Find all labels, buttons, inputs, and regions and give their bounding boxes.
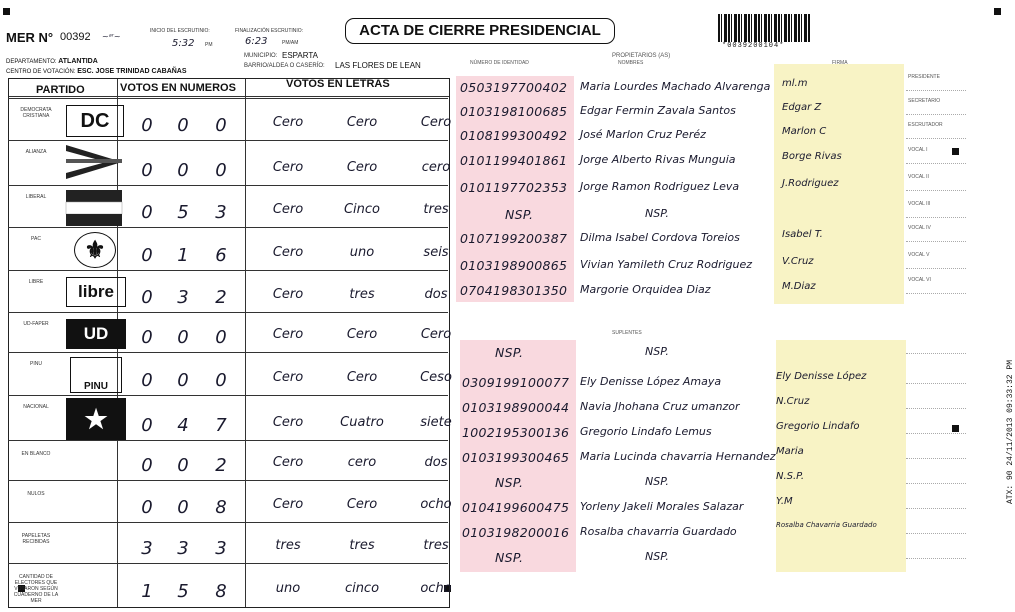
party-label: DEMOCRATA CRISTIANA (20, 107, 52, 119)
vote-digit: 2 (215, 455, 227, 476)
role-line (906, 383, 966, 384)
role-line (906, 483, 966, 484)
member-name: NSP. (645, 207, 669, 220)
barrio-label: BARRIO/ALDEA O CASERÍO: (244, 63, 325, 69)
vote-digit: 3 (177, 538, 189, 559)
departamento-label: DEPARTAMENTO: (6, 59, 57, 65)
propietarios-label: PROPIETARIOS (AS) (612, 53, 671, 59)
member-signature: J.Rodriguez (782, 178, 839, 189)
table-row (8, 395, 452, 441)
party-label: ALIANZA (25, 149, 47, 155)
member-name: Yorleny Jakeli Morales Salazar (580, 500, 744, 513)
vote-digit: 5 (177, 581, 189, 602)
id-number: 0503197700402 (460, 80, 568, 95)
id-number: NSP. (495, 550, 524, 565)
member-name: Maria Lucinda chavarria Hernandez (580, 450, 776, 463)
party-emblem-dc: DC (66, 105, 124, 137)
vote-word: Cero (272, 327, 304, 342)
scan-timestamp: ATX: 90 24/11/2013 09:33:32 PM (1006, 360, 1015, 505)
table-row (8, 480, 452, 523)
vote-digit: 0 (141, 115, 153, 136)
vote-digit: 1 (141, 581, 153, 602)
vote-digit: 0 (215, 370, 227, 391)
vote-word: Cero (272, 370, 304, 385)
inicio-pm: PM (205, 42, 213, 48)
firma-label: FIRMA (832, 60, 848, 66)
col-votos-numeros: VOTOS EN NUMEROS (120, 82, 236, 94)
col-votos-letras: VOTOS EN LETRAS (286, 78, 390, 90)
vote-digit: 8 (215, 497, 227, 518)
id-number: 0101197702353 (460, 180, 568, 195)
vote-digit: 7 (215, 415, 227, 436)
final-label: FINALIZACIÓN ESCRUTINIO: (235, 28, 304, 34)
party-label: LIBRE (28, 279, 44, 285)
mer-label: MER N° (6, 30, 54, 45)
party-label: NACIONAL (23, 404, 49, 410)
member-role: VOCAL II (908, 174, 929, 180)
id-number: NSP. (495, 345, 524, 360)
vote-word: Cero (346, 327, 378, 342)
member-signature: N.S.P. (776, 471, 805, 482)
table-row (8, 440, 448, 481)
vote-digit: 0 (177, 455, 189, 476)
id-number: NSP. (495, 475, 524, 490)
role-line (906, 408, 966, 409)
table-row (8, 270, 448, 313)
id-number: 0108199300492 (460, 128, 568, 143)
vote-digit: 0 (215, 115, 227, 136)
vote-digit: 0 (141, 245, 153, 266)
vote-word: dos (424, 455, 448, 470)
col-partido: PARTIDO (36, 84, 85, 96)
municipio-value: ESPARTA (282, 51, 319, 60)
vote-digit: 4 (177, 415, 189, 436)
vote-digit: 0 (141, 455, 153, 476)
id-number: 0103198900044 (462, 400, 570, 415)
vote-word: dos (424, 287, 448, 302)
vote-word: Cero (272, 415, 304, 430)
vote-digit: 0 (141, 202, 153, 223)
member-name: NSP. (645, 475, 669, 488)
vote-word: tres (423, 538, 449, 553)
party-label: LIBERAL (25, 194, 47, 200)
suplentes-label: SUPLENTES (612, 330, 642, 336)
member-name: Jorge Ramon Rodriguez Leva (580, 180, 740, 193)
centro-row (6, 68, 187, 75)
vote-word: uno (349, 245, 375, 260)
role-line (906, 138, 966, 139)
barcode-image (718, 14, 810, 42)
member-signature: Marlon C (782, 126, 827, 137)
vote-word: Cuatro (340, 415, 384, 430)
vote-word: Cero (346, 115, 378, 130)
vote-digit: 0 (141, 160, 153, 181)
centro-value: ESC. JOSE TRINIDAD CABAÑAS (77, 68, 187, 75)
table-row (8, 227, 448, 271)
id-number: NSP. (505, 207, 534, 222)
member-role: VOCAL V (908, 252, 930, 258)
barcode-number: *0039200104* (722, 42, 785, 50)
vote-digit: 5 (177, 202, 189, 223)
vote-word: uno (275, 581, 301, 596)
mer-number: 00392 (60, 31, 91, 43)
member-signature: Ely Denisse López (776, 371, 867, 382)
propietarios-sub: NOMBRES (618, 60, 644, 66)
document-title: ACTA DE CIERRE PRESIDENCIAL (345, 18, 615, 44)
registration-mark (3, 8, 10, 15)
registration-mark (952, 148, 959, 155)
member-name: Maria Lourdes Machado Alvarenga (580, 80, 771, 93)
id-number: 0103199300465 (462, 450, 570, 465)
vote-word: Cero (346, 370, 378, 385)
id-number: 0103198900865 (460, 258, 568, 273)
vote-digit: 2 (215, 287, 227, 308)
role-line (906, 163, 966, 164)
member-name: Margorie Orquidea Diaz (580, 283, 711, 296)
party-label: NULOS (27, 491, 45, 497)
mer-scribble: ~ᵃʳ~ (102, 32, 121, 41)
member-role: VOCAL VI (908, 277, 931, 283)
vote-digit: 8 (215, 581, 227, 602)
vote-word: Cero (420, 327, 452, 342)
party-emblem-alianza (66, 143, 122, 181)
vote-word: Cero (272, 202, 304, 217)
role-line (906, 268, 966, 269)
vote-word: Cero (272, 287, 304, 302)
identidad-label: NÚMERO DE IDENTIDAD (470, 60, 529, 66)
table-row (8, 98, 452, 141)
municipio-label: MUNICIPIO: (244, 53, 278, 59)
role-line (906, 458, 966, 459)
vote-word: tres (349, 538, 375, 553)
member-signature: Gregorio Lindafo (776, 421, 860, 432)
role-line (906, 353, 966, 354)
inicio-time: 5:32 (172, 38, 195, 49)
departamento-row (6, 58, 98, 65)
vote-word: tres (275, 538, 301, 553)
party-label: PINU (30, 361, 42, 367)
vote-digit: 0 (215, 160, 227, 181)
id-number: 0704198301350 (460, 283, 568, 298)
id-number: 1002195300136 (462, 425, 570, 440)
member-signature: Rosalba Chavarria Guardado (776, 521, 877, 529)
member-signature: Borge Rivas (782, 151, 842, 162)
vote-word: Cero (272, 160, 304, 175)
member-role: PRESIDENTE (908, 74, 940, 80)
party-label: PAPELETAS RECIBIDAS (21, 533, 51, 545)
registration-mark (952, 425, 959, 432)
party-emblem-pac: ⚜ (74, 232, 116, 268)
id-number: 0103198200016 (462, 525, 570, 540)
vote-digit: 0 (141, 415, 153, 436)
member-role: ESCRUTADOR (908, 122, 943, 128)
vote-digit: 0 (141, 287, 153, 308)
vote-word: Cinco (343, 202, 381, 217)
vote-word: cero (421, 160, 451, 175)
role-line (906, 190, 966, 191)
party-label: CANTIDAD DE ELECTORES QUE VOTARON SEGÚN CUADERNO DE LA MER (13, 574, 59, 604)
member-role: VOCAL IV (908, 225, 931, 231)
party-label: EN BLANCO (21, 451, 51, 457)
party-emblem-ud: UD (66, 319, 126, 349)
member-role: VOCAL I (908, 147, 928, 153)
member-signature: ml.m (782, 78, 808, 89)
member-signature: Edgar Z (782, 102, 822, 113)
member-signature: N.Cruz (776, 396, 810, 407)
vote-digit: 0 (141, 370, 153, 391)
member-signature: Maria (776, 446, 804, 457)
vote-word: ocho (420, 581, 452, 596)
vote-word: Cero (272, 245, 304, 260)
vote-digit: 0 (177, 497, 189, 518)
id-number: 0107199200387 (460, 231, 568, 246)
role-line (906, 114, 966, 115)
inicio-label: INICIO DEL ESCRUTINIO: (150, 28, 210, 34)
table-row (8, 352, 452, 396)
vote-word: ocho (420, 497, 452, 512)
member-signature: Isabel T. (782, 229, 823, 240)
id-number: 0104199600475 (462, 500, 570, 515)
id-number: 0101199401861 (460, 153, 568, 168)
vote-digit: 3 (177, 287, 189, 308)
registration-mark (994, 8, 1001, 15)
table-row (8, 185, 448, 228)
vote-word: siete (420, 415, 452, 430)
table-row (8, 312, 452, 353)
vote-word: cinco (344, 581, 380, 596)
table-row (8, 522, 448, 564)
party-label: PAC (31, 236, 41, 242)
vote-word: cero (347, 455, 377, 470)
role-line (906, 217, 966, 218)
id-number: 0103198100685 (460, 104, 568, 119)
party-emblem-libre: libre (66, 277, 126, 307)
vote-word: Cero (272, 115, 304, 130)
vote-word: Cero (420, 115, 452, 130)
role-line (906, 293, 966, 294)
vote-digit: 0 (177, 327, 189, 348)
member-name: NSP. (645, 550, 669, 563)
vote-digit: 3 (141, 538, 153, 559)
vote-word: Cero (272, 497, 304, 512)
member-name: Jorge Alberto Rivas Munguia (580, 153, 736, 166)
role-line (906, 508, 966, 509)
vote-digit: 0 (215, 327, 227, 348)
final-pm: PM/AM (282, 40, 299, 46)
role-line (906, 558, 966, 559)
vote-digit: 0 (177, 370, 189, 391)
vote-digit: 6 (215, 245, 227, 266)
vote-digit: 0 (141, 327, 153, 348)
vote-digit: 3 (215, 538, 227, 559)
vote-digit: 3 (215, 202, 227, 223)
vote-word: seis (423, 245, 449, 260)
vote-word: tres (349, 287, 375, 302)
vote-digit: 0 (177, 115, 189, 136)
member-signature: Y.M (776, 496, 793, 507)
party-emblem-liberal (66, 190, 122, 226)
member-name: Ely Denisse López Amaya (580, 375, 722, 388)
member-name: Vivian Yamileth Cruz Rodriguez (580, 258, 753, 271)
member-name: Edgar Fermin Zavala Santos (580, 104, 736, 117)
member-name: Rosalba chavarria Guardado (580, 525, 737, 538)
table-row (8, 140, 451, 186)
final-time: 6:23 (245, 36, 268, 47)
departamento-value: ATLANTIDA (58, 58, 98, 65)
centro-label: CENTRO DE VOTACIÓN: (6, 69, 76, 75)
member-role: SECRETARIO (908, 98, 941, 104)
party-emblem-nacional: ★ (66, 398, 126, 440)
vote-digit: 0 (177, 160, 189, 181)
barrio-value: LAS FLORES DE LEAN (335, 61, 421, 70)
role-line (906, 241, 966, 242)
table-header-rule (9, 96, 449, 97)
member-signature: M.Diaz (782, 281, 816, 292)
party-emblem-pinu: PINU (70, 357, 122, 393)
id-number: 0309199100077 (462, 375, 570, 390)
member-role: VOCAL III (908, 201, 931, 207)
role-line (906, 90, 966, 91)
member-signature: V.Cruz (782, 256, 814, 267)
vote-word: Cero (346, 497, 378, 512)
vote-digit: 1 (177, 245, 189, 266)
role-line (906, 433, 966, 434)
vote-word: Cero (272, 455, 304, 470)
member-name: Navia Jhohana Cruz umanzor (580, 400, 740, 413)
vote-word: Cero (346, 160, 378, 175)
table-row (8, 563, 452, 607)
member-name: José Marlon Cruz Peréz (580, 128, 706, 141)
party-label: UD-FAPER (23, 321, 49, 327)
member-name: Dilma Isabel Cordova Toreios (580, 231, 740, 244)
role-line (906, 533, 966, 534)
member-name: NSP. (645, 345, 669, 358)
vote-word: tres (423, 202, 449, 217)
vote-word: Ceso (420, 370, 452, 385)
vote-digit: 0 (141, 497, 153, 518)
member-name: Gregorio Lindafo Lemus (580, 425, 712, 438)
